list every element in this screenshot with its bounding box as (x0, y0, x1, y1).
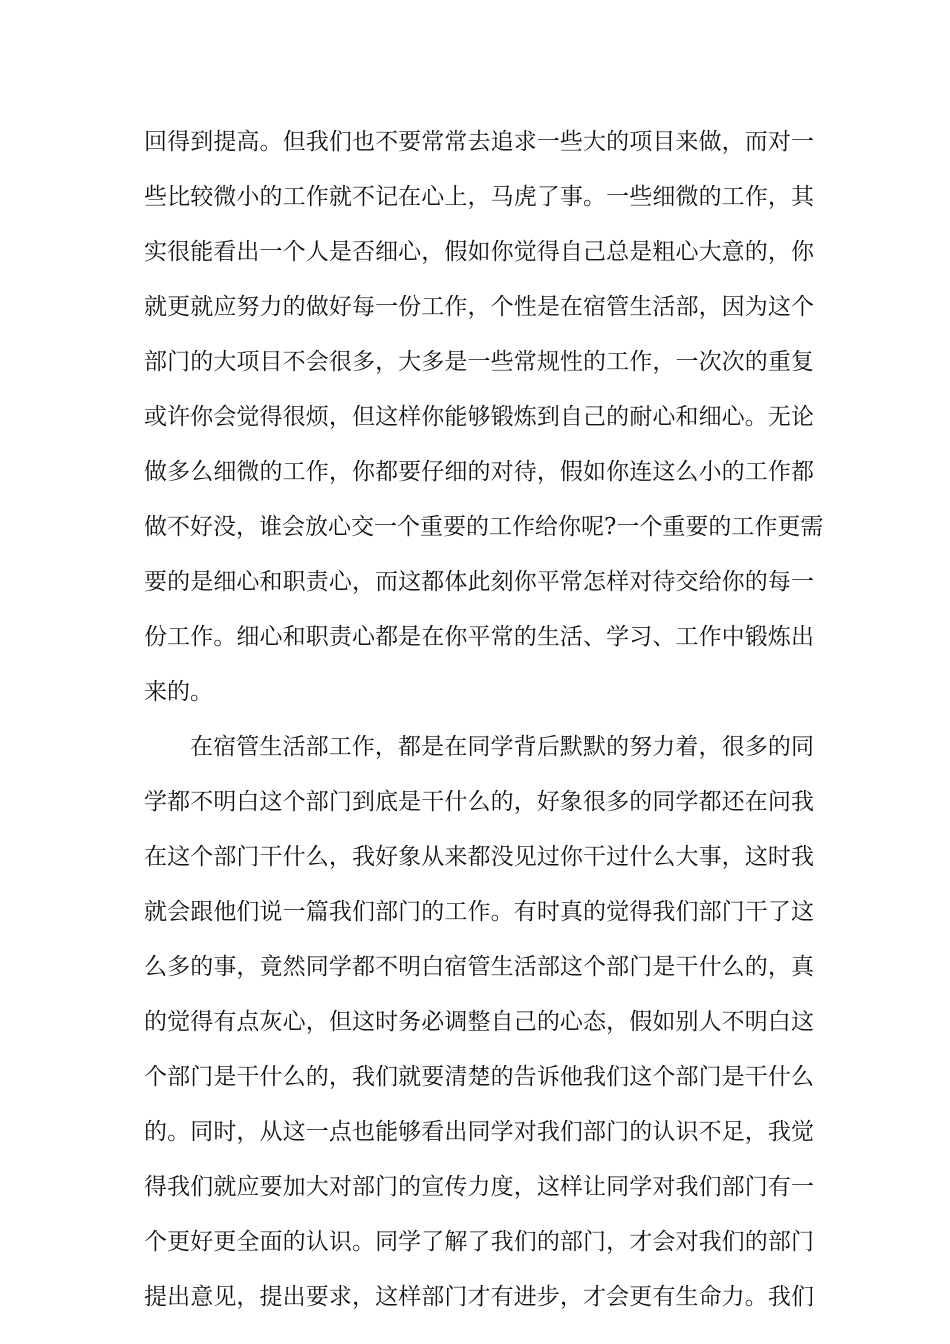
paragraph-1-line-4: 就更就应努力的做好每一份工作，个性是在宿管生活部，因为这个 (144, 294, 814, 320)
paragraph-1-line-3: 实很能看出一个人是否细心，假如你觉得自己总是粗心大意的，你 (144, 239, 814, 265)
paragraph-1-line-5: 部门的大项目不会很多，大多是一些常规性的工作，一次次的重复 (144, 349, 814, 375)
paragraph-2-line-2: 学都不明白这个部门到底是干什么的，好象很多的同学都还在问我 (144, 789, 814, 815)
paragraph-2-line-7: 个部门是干什么的，我们就要清楚的告诉他我们这个部门是干什么 (144, 1064, 814, 1090)
paragraph-1-line-11: 来的。 (144, 679, 213, 705)
paragraph-2-line-4: 就会跟他们说一篇我们部门的工作。有时真的觉得我们部门干了这 (144, 899, 814, 925)
paragraph-2-line-1: 在宿管生活部工作，都是在同学背后默默的努力着，很多的同 (190, 734, 814, 760)
paragraph-2-line-9: 得我们就应要加大对部门的宣传力度，这样让同学对我们部门有一 (144, 1174, 814, 1200)
paragraph-2-line-5: 么多的事，竟然同学都不明白宿管生活部这个部门是干什么的，真 (144, 954, 814, 980)
paragraph-2-line-8: 的。同时，从这一点也能够看出同学对我们部门的认识不足，我觉 (144, 1119, 814, 1145)
paragraph-1-line-1: 回得到提高。但我们也不要常常去追求一些大的项目来做，而对一 (144, 129, 814, 155)
paragraph-2-line-3: 在这个部门干什么，我好象从来都没见过你干过什么大事，这时我 (144, 844, 814, 870)
paragraph-2-line-10: 个更好更全面的认识。同学了解了我们的部门，才会对我们的部门 (144, 1229, 814, 1255)
paragraph-2-line-6: 的觉得有点灰心，但这时务必调整自己的心态，假如别人不明白这 (144, 1009, 814, 1035)
paragraph-1-line-7: 做多么细微的工作，你都要仔细的对待，假如你连这么小的工作都 (144, 459, 814, 485)
paragraph-1-line-6: 或许你会觉得很烦，但这样你能够锻炼到自己的耐心和细心。无论 (144, 404, 814, 430)
paragraph-1-line-10: 份工作。细心和职责心都是在你平常的生活、学习、工作中锻炼出 (144, 624, 814, 650)
paragraph-1-line-9: 要的是细心和职责心，而这都体此刻你平常怎样对待交给你的每一 (144, 569, 814, 595)
paragraph-2-line-11: 提出意见，提出要求，这样部门才有进步，才会更有生命力。我们 (144, 1284, 814, 1310)
paragraph-1-line-8: 做不好没，谁会放心交一个重要的工作给你呢?一个重要的工作更需 (144, 514, 824, 540)
paragraph-1-line-2: 些比较微小的工作就不记在心上，马虎了事。一些细微的工作，其 (144, 184, 814, 210)
